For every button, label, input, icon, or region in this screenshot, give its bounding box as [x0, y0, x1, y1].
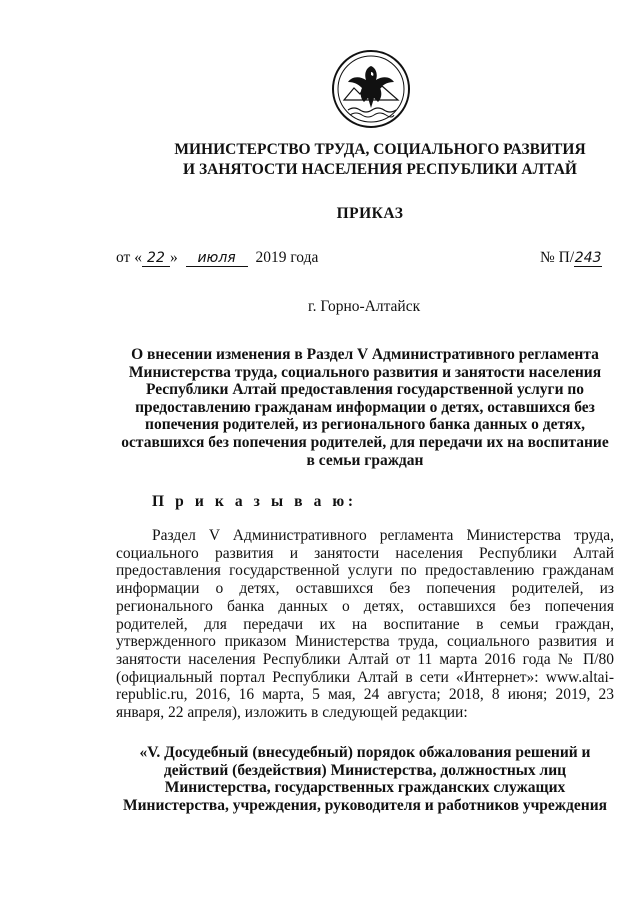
body-paragraph: Раздел V Административного регламента Министерства труда, социального развития и занятости населения Республики Алтай предоставления государственной услуги по предоставлению гражданам информации о детях, оставшихся без попечения родителей, из регионального банка данных о детях, оставшихся без попечения родителей, для передачи их на воспитание в семьи граждан, утвержденного приказом Министерства труда, социального развития и занятости населения Республики Алтай от 11 марта 2016 года № П/80 (официальный портал Республики Алтай в сети «Интернет»: www.altai-republic.ru, 2016, 16 марта, 5 мая, 24 августа; 2018, 8 июня; 2019, 23 января, 22 апреля), изложить в следующей редакции: — [116, 527, 614, 722]
date-prefix: от « — [116, 249, 142, 266]
ministry-name-line2: И ЗАНЯТОСТИ НАСЕЛЕНИЯ РЕСПУБЛИКИ АЛТАЙ — [183, 161, 577, 178]
order-number — [540, 249, 602, 267]
city: г. Горно-Алтайск — [308, 298, 421, 315]
order-date — [116, 249, 318, 267]
order-title: ПРИКАЗ — [336, 205, 404, 222]
order-number-prefix: № П/ — [540, 249, 575, 266]
date-month-handwritten: июля — [186, 250, 248, 267]
ministry-name-line1: МИНИСТЕРСТВО ТРУДА, СОЦИАЛЬНОГО РАЗВИТИЯ — [174, 141, 586, 158]
order-subject: О внесении изменения в Раздел V Административного регламента Министерства труда, социального развития и занятости населения Республики Алтай предоставления государственной услуги по предоставлению гражданам информации о детях, оставшихся без попечения родителей, из регионального банка данных о детях, оставшихся без попечения родителей, для передачи их на воспитание в семьи граждан — [121, 346, 609, 469]
date-day-close: » — [169, 249, 178, 266]
section-v-heading: «V. Досудебный (внесудебный) порядок обжалования решений и действий (бездействия) Министерства, должностных лиц Министерства, государственных гражданских служащих Министерства, учреждения, руководителя и работников учреждения — [122, 744, 608, 814]
date-day-handwritten: 22 — [142, 250, 170, 267]
ministry-name — [100, 140, 640, 180]
order-number-handwritten: 243 — [574, 250, 602, 266]
date-year: 2019 года — [255, 249, 319, 266]
coat-of-arms-icon — [330, 48, 412, 130]
order-directive-word: П р и к а з ы в а ю: — [152, 493, 357, 510]
